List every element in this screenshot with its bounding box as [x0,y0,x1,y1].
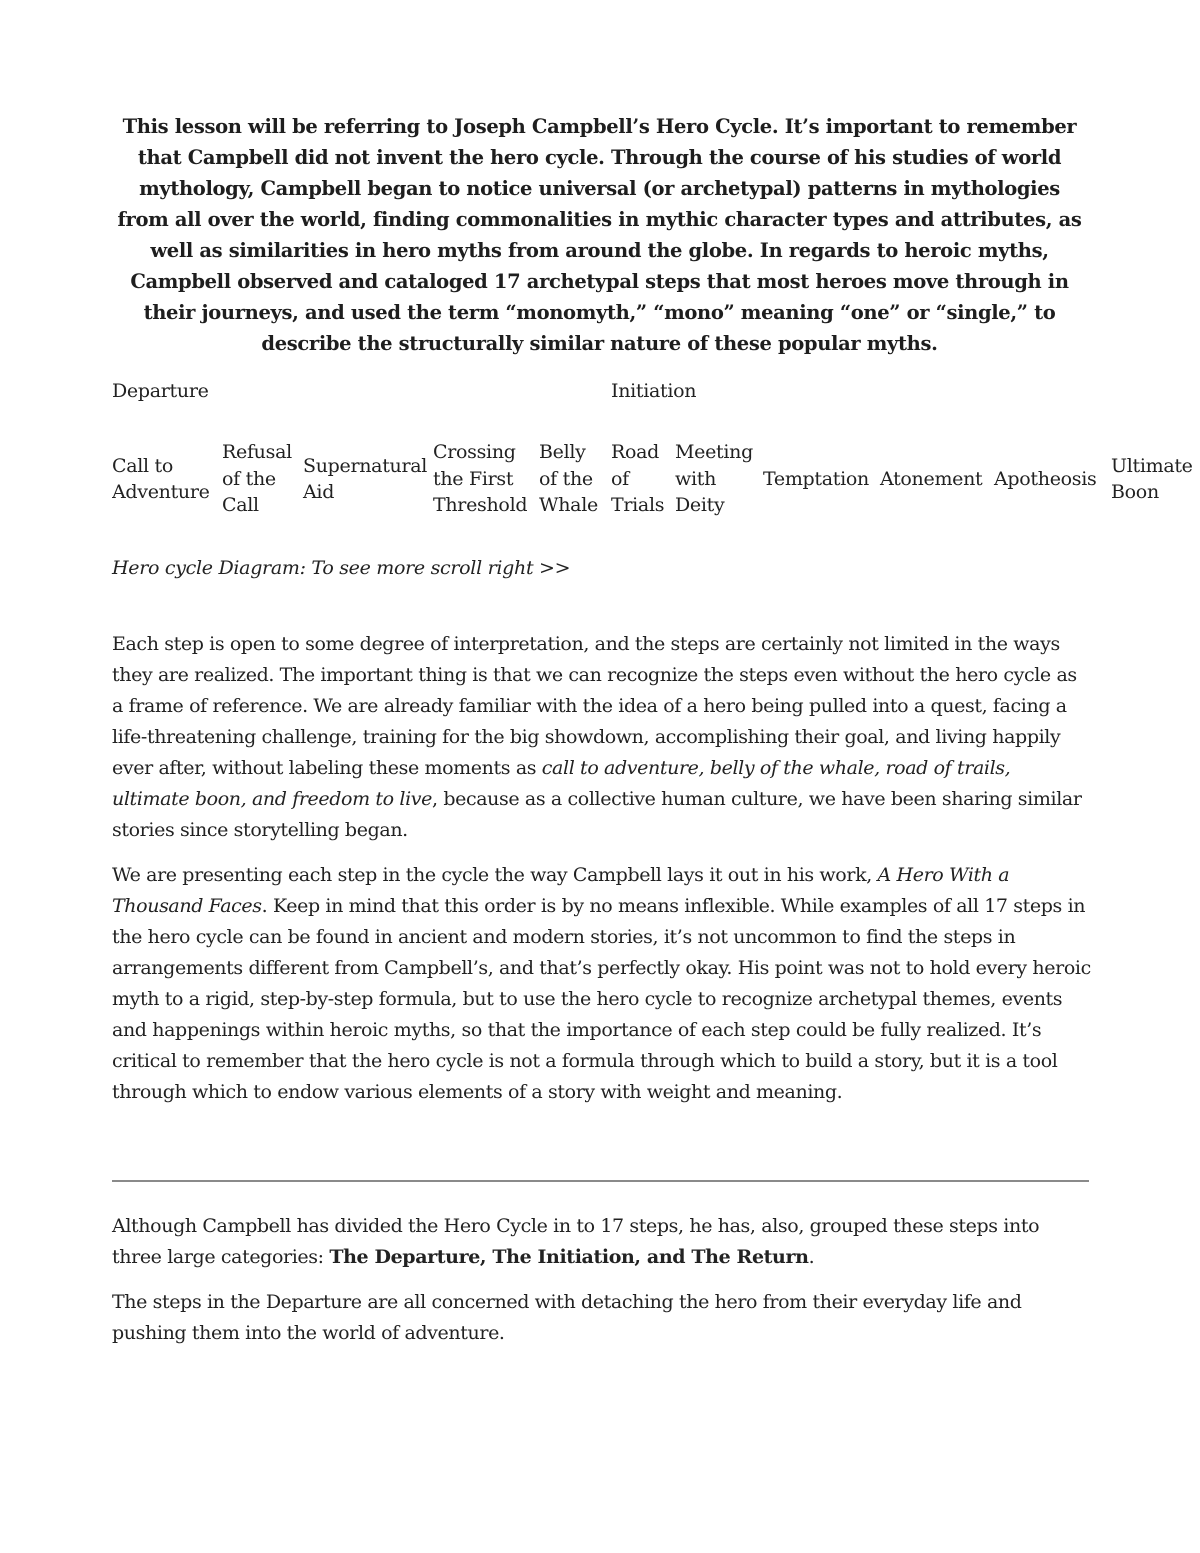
step-label: Apotheosis [994,467,1097,490]
step-crossing-the-first-threshold [433,438,527,520]
step-supernatural-aid [303,438,427,520]
intro-paragraph: This lesson will be referring to Joseph Campbell’s Hero Cycle. It’s important to remember that Campbell did not invent the hero cycle. Through the course of his studies of world mythology, Campbell began to notice universal (or archetypal) patterns in mythologies from all over the world, finding commonalities in mythic character types and attributes, as well as similarities in hero myths from around the globe. In regards to heroic myths, Campbell observed and cataloged 17 archetypal steps that most heroes move through in their journeys, and used the term “monomyth,” “mono” meaning “one” or “single,” to describe the structurally similar nature of these popular myths. [117,115,1082,355]
initiation-label: Initiation [611,380,697,402]
paragraph-text: Each step is open to some degree of interpretation, and the steps are certainly not limited in the ways they are realized. The important thing is that we can recognize the steps even without the hero cycle as a frame of reference. We are already familiar with the idea of a hero being pulled into a quest, facing a life-threatening challenge, training for the big showdown, accomplishing their goal, and living happily ever after, without labeling these moments as [112,633,1077,779]
paragraph-text: Although Campbell has divided the Hero Cycle in to 17 steps, he has, also, grouped these steps into three large categories: [112,1215,1040,1268]
paragraph-departure: The steps in the Departure are all concerned with detaching the hero from their everyday life and pushing them into the world of adventure. [112,1291,1022,1344]
step-label: Refusal of the Call [222,441,292,517]
step-meeting-with-deity [675,438,753,520]
step-label: Meeting with Deity [675,441,753,517]
step-refusal-of-the-call [222,438,292,520]
step-label: Supernatural Aid [303,454,428,503]
departure-label: Departure [112,380,209,402]
paragraph-text: , because as a collective human culture, we have been sharing similar stories since storytelling began. [112,788,1082,841]
paragraph-presentation [112,860,1092,1108]
paragraph-text: . [808,1246,815,1268]
step-label: Crossing the First Threshold [433,441,528,517]
step-label: Ultimate Boon [1111,454,1193,503]
horizontal-divider [112,1180,1089,1182]
paragraph-text: . Keep in mind that this order is by no means inflexible. While examples of all 17 steps in the hero cycle can be found in ancient and modern stories, it’s not uncommon to find the steps in arrangements different from Campbell’s, and that’s perfectly okay. His point was not to hold every heroic myth to a rigid, step-by-step formula, but to use the hero cycle to recognize archetypal themes, events and happenings within heroic myths, so that the importance of each step could be fully realized. It’s critical to remember that the hero cycle is not a formula through which to build a story, but it is a tool through which to endow various elements of a story with weight and meaning. [112,895,1091,1103]
categories-bold-text: The Departure, The Initiation, and The Return [329,1246,809,1268]
book-title: A Hero With a Thousand Faces [112,864,1010,917]
hero-cycle-diagram[interactable] [112,438,1200,520]
step-label: Temptation [763,467,869,490]
step-label: Atonement [880,467,983,490]
step-ultimate-boon [1111,438,1193,520]
paragraph-interpretation [112,629,1092,846]
step-atonement [880,438,982,520]
paragraph-text: We are presenting each step in the cycle the way Campbell lays it out in his work, [112,864,878,886]
step-road-of-trials [611,438,664,520]
step-call-to-adventure [112,438,210,520]
step-label: Road of Trials [611,441,665,517]
step-label: Belly of the Whale [539,441,598,517]
diagram-caption: Hero cycle Diagram: To see more scroll right >> [112,557,571,579]
step-belly-of-the-whale [539,438,598,520]
step-apotheosis [994,438,1096,520]
paragraph-italic-text: call to adventure, belly of the whale, road of trails, ultimate boon, and freedom to live [112,757,1011,810]
paragraph-categories [112,1211,1092,1273]
diagram-section-labels [112,377,1112,407]
step-temptation [763,438,869,520]
step-label: Call to Adventure [112,454,210,503]
